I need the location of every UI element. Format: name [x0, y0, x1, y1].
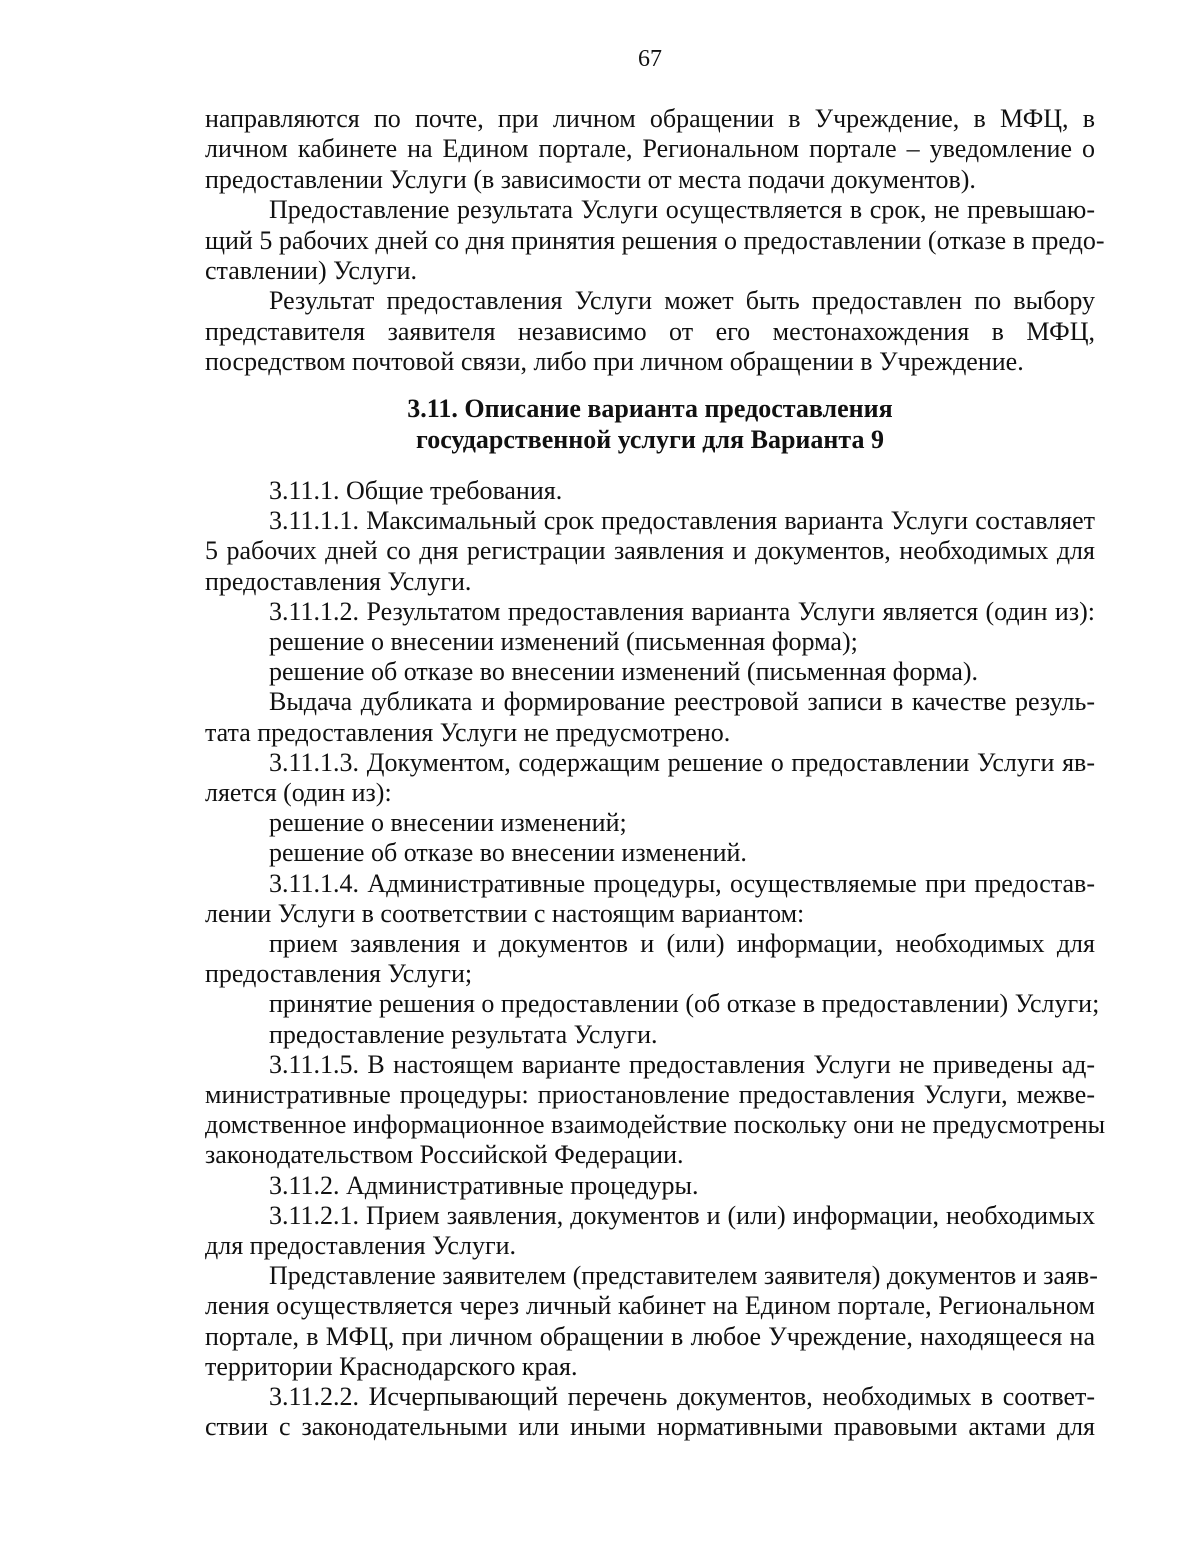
- text-line: направляются по почте, при личном обращении в Учреждение, в МФЦ, в: [205, 104, 1095, 133]
- text-line: прием заявления и документов и (или) информации, необходимых для: [269, 929, 1095, 958]
- text-line: посредством почтовой связи, либо при личном обращении в Учреждение.: [205, 347, 1024, 377]
- text-line: Результат предоставления Услуги может быть предоставлен по выбору: [269, 286, 1095, 316]
- text-line: ствии с законодательными или иными нормативными правовыми актами для: [205, 1412, 1095, 1442]
- text-line: территории Краснодарского края.: [205, 1351, 578, 1381]
- text-line: щий 5 рабочих дней со дня принятия решения о предоставлении (отказе в предо-: [205, 225, 1105, 255]
- text-line: решение об отказе во внесении изменений.: [269, 838, 747, 868]
- text-line: решение о внесении изменений (письменная форма);: [269, 627, 858, 656]
- text-line: представителя заявителя независимо от его местонахождения в МФЦ,: [205, 316, 1095, 346]
- text-line: Выдача дубликата и формирование реестровой записи в качестве резуль-: [269, 687, 1095, 717]
- text-line: ления осуществляется через личный кабинет на Едином портале, Региональном: [205, 1291, 1095, 1321]
- text-line: лении Услуги в соответствии с настоящим вариантом:: [205, 898, 805, 928]
- text-line: Предоставление результата Услуги осуществляется в срок, не превышаю-: [269, 195, 1095, 225]
- text-line: предоставление результата Услуги.: [269, 1019, 658, 1049]
- text-line: портале, в МФЦ, при личном обращении в любое Учреждение, находящееся на: [205, 1321, 1095, 1351]
- text-line: ляется (один из):: [205, 778, 392, 807]
- text-line: 3.11.1.2. Результатом предоставления варианта Услуги является (один из):: [269, 596, 1095, 626]
- text-line: предоставления Услуги;: [205, 959, 473, 989]
- text-line: 3.11.2. Административные процедуры.: [269, 1170, 699, 1200]
- page-number: 67: [638, 46, 662, 72]
- text-line: личном кабинете на Едином портале, Региональном портале – уведомление о: [205, 134, 1095, 164]
- text-line: решение о внесении изменений;: [269, 808, 627, 838]
- text-line: 3.11.1. Общие требования.: [269, 476, 563, 505]
- text-line: предоставления Услуги.: [205, 566, 472, 596]
- text-line: 3.11.1.4. Административные процедуры, осуществляемые при предостав-: [269, 868, 1095, 898]
- text-line: 3.11.1.3. Документом, содержащим решение о предоставлении Услуги яв-: [269, 747, 1095, 777]
- text-line: законодательством Российской Федерации.: [205, 1140, 684, 1170]
- text-line: решение об отказе во внесении изменений (письменная форма).: [269, 657, 979, 687]
- text-line: Представление заявителем (представителем заявителя) документов и заяв-: [269, 1261, 1098, 1291]
- text-line: 3.11.2.1. Прием заявления, документов и (или) информации, необходимых: [269, 1200, 1095, 1230]
- text-line: 3.11.1.5. В настоящем варианте предоставления Услуги не приведены ад-: [269, 1049, 1095, 1079]
- section-heading-line-1: 3.11. Описание варианта предоставления: [407, 394, 893, 423]
- text-line: 3.11.2.2. Исчерпывающий перечень документов, необходимых в соответ-: [269, 1382, 1095, 1411]
- text-line: тата предоставления Услуги не предусмотрено.: [205, 717, 731, 747]
- text-line: домственное информационное взаимодействие поскольку они не предусмотрены: [205, 1110, 1106, 1140]
- text-line: предоставлении Услуги (в зависимости от места подачи документов).: [205, 164, 976, 194]
- text-line: ставлении) Услуги.: [205, 256, 417, 285]
- text-line: 3.11.1.1. Максимальный срок предоставления варианта Услуги составляет: [269, 506, 1095, 536]
- text-line: министративные процедуры: приостановление предоставления Услуги, межве-: [205, 1080, 1095, 1109]
- section-heading-line-2: государственной услуги для Варианта 9: [416, 425, 884, 454]
- text-line: 5 рабочих дней со дня регистрации заявления и документов, необходимых для: [205, 536, 1095, 566]
- text-line: для предоставления Услуги.: [205, 1231, 517, 1260]
- text-line: принятие решения о предоставлении (об отказе в предоставлении) Услуги;: [269, 989, 1100, 1019]
